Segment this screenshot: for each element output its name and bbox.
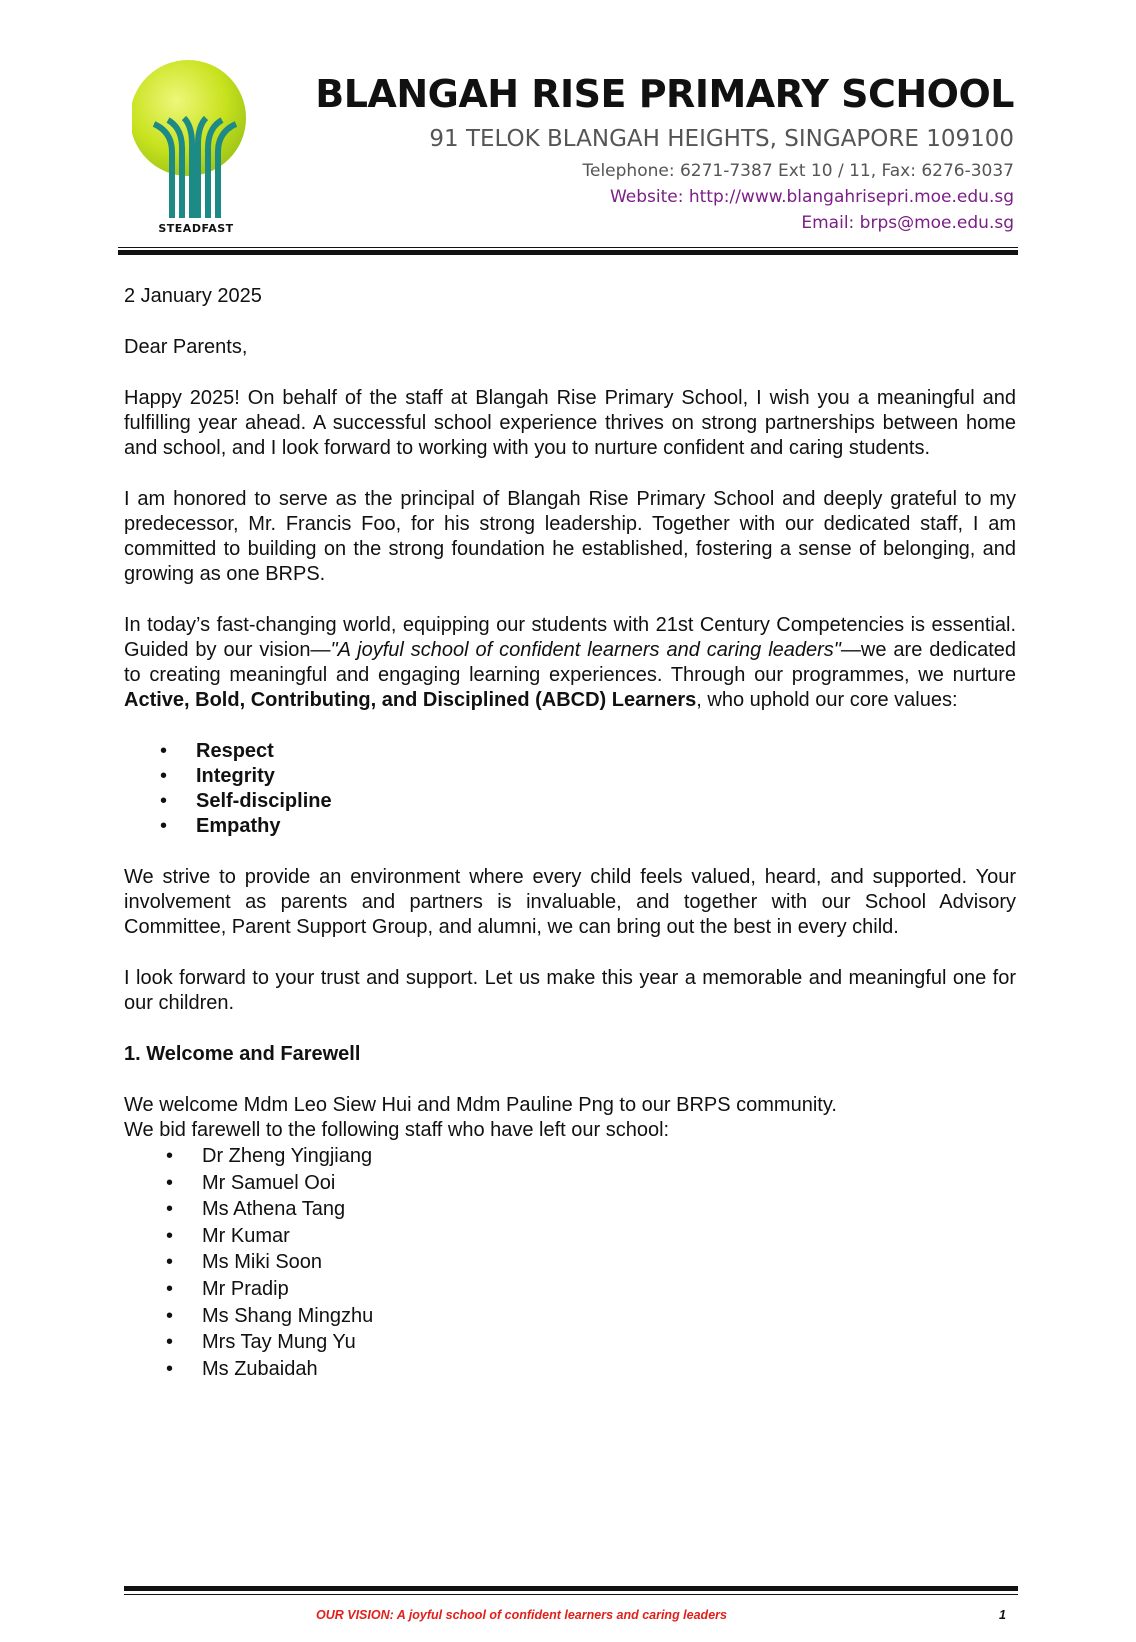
staff-name: Ms Miki Soon — [202, 1251, 323, 1274]
staff-name: Ms Athena Tang — [202, 1198, 346, 1221]
core-value: Respect — [196, 740, 274, 762]
letter-date: 2 January 2025 — [124, 285, 262, 307]
bullet-icon: • — [166, 1171, 174, 1194]
header-divider-thick — [118, 250, 1018, 255]
vision-text-c: , who uphold our core values: — [696, 689, 958, 711]
staff-name: Mrs Tay Mung Yu — [202, 1331, 356, 1354]
staff-name: Ms Zubaidah — [202, 1357, 318, 1380]
bullet-icon: • — [166, 1198, 174, 1221]
list-item — [124, 789, 1016, 814]
paragraph-closing: I look forward to your trust and support. Let us make this year a memorable and meaningful one for our children. — [124, 967, 1016, 1014]
list-item — [124, 1356, 1016, 1383]
welcome-line: We welcome Mdm Leo Siew Hui and Mdm Pauline Png to our BRPS community. — [124, 1094, 837, 1116]
list-item — [124, 1196, 1016, 1223]
school-logo — [132, 60, 260, 240]
page-number: 1 — [999, 1608, 1006, 1622]
paragraph-greeting: Happy 2025! On behalf of the staff at Blangah Rise Primary School, I wish you a meaningful and fulfilling year ahead. A successful school experience thrives on strong partnerships between home and school, and I look forward to working with you to nurture confident and caring students. — [124, 387, 1016, 459]
header-divider-thin — [118, 247, 1018, 248]
school-name: BLANGAH RISE PRIMARY SCHOOL — [315, 72, 1014, 116]
paragraph-vision — [124, 613, 1016, 713]
list-item — [124, 814, 1016, 839]
bullet-icon: • — [160, 790, 168, 812]
list-item — [124, 1303, 1016, 1330]
list-item — [124, 1249, 1016, 1276]
bullet-icon: • — [160, 815, 168, 837]
paragraph-principal: I am honored to serve as the principal of Blangah Rise Primary School and deeply grateful to my predecessor, Mr. Francis Foo, for his strong leadership. Together with our dedicated staff, I am committed to building on the strong foundation he established, fostering a sense of belonging, and growing as one BRPS. — [124, 488, 1016, 585]
list-item — [124, 1223, 1016, 1250]
staff-name: Mr Kumar — [202, 1224, 290, 1247]
vision-text-b: —we are dedicated to creating meaningful and engaging learning experiences. Through our programmes, we nurture — [124, 639, 1017, 686]
bullet-icon: • — [166, 1331, 174, 1354]
core-value: Self-discipline — [196, 790, 332, 812]
abcd-learners: Active, Bold, Contributing, and Disciplined (ABCD) Learners — [124, 689, 697, 711]
bullet-icon: • — [166, 1304, 174, 1327]
farewell-staff-list — [124, 1143, 1016, 1382]
core-value: Integrity — [196, 765, 275, 787]
bullet-icon: • — [166, 1145, 174, 1167]
staff-name: Dr Zheng Yingjiang — [202, 1145, 373, 1167]
school-website-link[interactable]: Website: http://www.blangahrisepri.moe.edu.sg — [609, 187, 1014, 207]
bullet-icon: • — [166, 1277, 174, 1300]
letter-body — [124, 284, 1016, 1382]
school-phone: Telephone: 6271-7387 Ext 10 / 11, Fax: 6276-3037 — [582, 161, 1014, 181]
bullet-icon: • — [166, 1251, 174, 1274]
bullet-icon: • — [160, 740, 168, 762]
paragraph-environment: We strive to provide an environment where every child feels valued, heard, and supported. Your involvement as parents and partners is invaluable, and together with our School Advisory Committee, Parent Support Group, and alumni, we can bring out the best in every child. — [124, 866, 1016, 938]
list-item — [124, 1276, 1016, 1303]
farewell-line: We bid farewell to the following staff who have left our school: — [124, 1119, 670, 1141]
footer-divider-thick — [124, 1586, 1018, 1591]
letter-salutation: Dear Parents, — [124, 336, 248, 358]
bullet-icon: • — [160, 765, 168, 787]
school-address: 91 TELOK BLANGAH HEIGHTS, SINGAPORE 109100 — [429, 126, 1014, 152]
logo-caption: STEADFAST — [158, 222, 234, 235]
section-title-welcome-farewell: 1. Welcome and Farewell — [124, 1043, 361, 1065]
staff-name: Mr Pradip — [202, 1277, 289, 1300]
staff-name: Ms Shang Mingzhu — [202, 1304, 374, 1327]
staff-name: Mr Samuel Ooi — [202, 1171, 336, 1194]
logo-emblem-icon — [132, 60, 260, 220]
footer-divider-thin — [124, 1594, 1018, 1595]
footer-vision: OUR VISION: A joyful school of confident learners and caring leaders — [316, 1608, 727, 1622]
core-value: Empathy — [196, 815, 281, 837]
list-item — [124, 739, 1016, 764]
list-item — [124, 764, 1016, 789]
core-values-list — [124, 739, 1016, 839]
vision-quote: "A joyful school of confident learners and caring leaders" — [330, 639, 841, 661]
list-item — [124, 1170, 1016, 1197]
bullet-icon: • — [166, 1224, 174, 1247]
list-item — [124, 1329, 1016, 1356]
list-item — [124, 1143, 1016, 1170]
vision-text-a: In today’s fast-changing world, equipping our students with 21st Century Competencies is essential. Guided by our vision— — [124, 614, 1016, 661]
bullet-icon: • — [166, 1357, 174, 1380]
school-email-link[interactable]: Email: brps@moe.edu.sg — [801, 213, 1014, 233]
